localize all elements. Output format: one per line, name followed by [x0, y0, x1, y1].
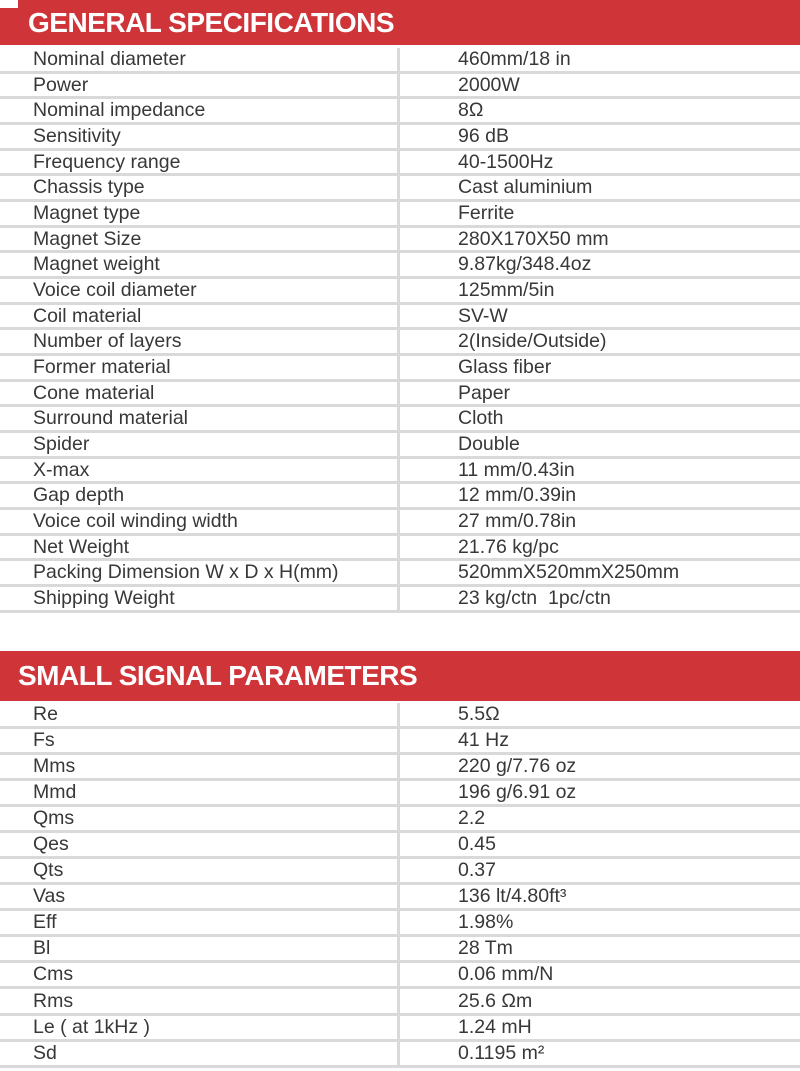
- table-row: [0, 279, 800, 305]
- spec-label: Gap depth: [33, 484, 125, 507]
- table-row: [0, 356, 800, 382]
- spec-label: Magnet type: [33, 201, 141, 224]
- table-row: [0, 99, 800, 125]
- spec-label: Cms: [33, 963, 74, 986]
- spec-label: Surround material: [33, 407, 188, 430]
- spec-value: Glass fiber: [458, 355, 552, 378]
- table-row: [0, 125, 800, 151]
- spec-label: Net Weight: [33, 535, 130, 558]
- spec-label: Number of layers: [33, 330, 182, 353]
- spec-value: Paper: [458, 381, 511, 404]
- spec-value: 9.87kg/348.4oz: [458, 253, 592, 276]
- spec-label: Vas: [33, 885, 66, 908]
- spec-value: 0.1195 m²: [458, 1041, 545, 1064]
- spec-value: 27 mm/0.78in: [458, 509, 577, 532]
- spec-value: 8Ω: [458, 99, 484, 122]
- spec-value: 520mmX520mmX250mm: [458, 561, 680, 584]
- column-divider: [397, 48, 400, 613]
- spec-label: Cone material: [33, 381, 155, 404]
- table-row: [0, 484, 800, 510]
- spec-label: Former material: [33, 355, 171, 378]
- spec-label: Magnet Size: [33, 227, 142, 250]
- table-row: [0, 911, 800, 937]
- table-row: [0, 781, 800, 807]
- spec-value: 21.76 kg/pc: [458, 535, 559, 558]
- spec-value: 2.2: [458, 807, 486, 830]
- spec-label: Qes: [33, 833, 69, 856]
- spec-value: 136 lt/4.80ft³: [458, 885, 567, 908]
- spec-label: Magnet weight: [33, 253, 160, 276]
- spec-value: 25.6 Ωm: [458, 989, 533, 1012]
- general-specifications-header-bar: [0, 0, 800, 45]
- spec-value: 41 Hz: [458, 728, 509, 751]
- spec-label: Sensitivity: [33, 124, 121, 147]
- spec-label: Nominal impedance: [33, 99, 206, 122]
- spec-value: 196 g/6.91 oz: [458, 781, 577, 803]
- spec-value: 1.98%: [458, 911, 514, 934]
- table-row: [0, 48, 800, 74]
- spec-value: Ferrite: [458, 201, 515, 224]
- spec-value: 1.24 mH: [458, 1015, 532, 1038]
- table-row: [0, 382, 800, 408]
- spec-label: Sd: [33, 1041, 57, 1064]
- spec-label: Bl: [33, 937, 51, 960]
- table-row: [0, 989, 800, 1015]
- spec-label: Frequency range: [33, 150, 181, 173]
- table-row: [0, 459, 800, 485]
- table-row: [0, 253, 800, 279]
- spec-value: 28 Tm: [458, 937, 513, 960]
- spec-value: 96 dB: [458, 124, 509, 147]
- spec-value: 11 mm/0.43in: [458, 458, 575, 481]
- spec-value: 0.45: [458, 833, 496, 856]
- spec-value: SV-W: [458, 304, 508, 327]
- spec-value: 0.37: [458, 859, 496, 882]
- spec-label: Voice coil winding width: [33, 509, 238, 532]
- spec-label: Voice coil diameter: [33, 278, 197, 301]
- table-row: [0, 587, 800, 613]
- column-divider: [397, 703, 400, 1068]
- spec-value: 40-1500Hz: [458, 150, 554, 173]
- spec-label: Re: [33, 702, 58, 725]
- table-row: [0, 963, 800, 989]
- spec-label: Shipping Weight: [33, 586, 175, 609]
- general-specifications-title: GENERAL SPECIFICATIONS: [28, 6, 395, 38]
- table-row: [0, 1016, 800, 1042]
- table-row: [0, 1042, 800, 1068]
- table-row: [0, 833, 800, 859]
- spec-label: Power: [33, 73, 89, 96]
- spec-value: 220 g/7.76 oz: [458, 754, 577, 777]
- table-row: [0, 755, 800, 781]
- spec-label: Spider: [33, 432, 90, 455]
- spec-label: Mmd: [33, 781, 77, 803]
- spec-value: Double: [458, 432, 520, 455]
- spec-value: 280X170X50 mm: [458, 227, 609, 250]
- spec-value: 5.5Ω: [458, 702, 500, 725]
- spec-label: X-max: [33, 458, 90, 481]
- table-row: [0, 937, 800, 963]
- small-signal-parameters-title: SMALL SIGNAL PARAMETERS: [18, 659, 418, 691]
- table-row: [0, 703, 800, 729]
- spec-value: 23 kg/ctn 1pc/ctn: [458, 586, 611, 609]
- spec-value: Cast aluminium: [458, 176, 593, 199]
- spec-value: 2(Inside/Outside): [458, 330, 607, 353]
- table-row: [0, 202, 800, 228]
- table-row: [0, 228, 800, 254]
- spec-label: Le ( at 1kHz ): [33, 1015, 151, 1038]
- spec-label: Qms: [33, 807, 75, 830]
- table-row: [0, 807, 800, 833]
- spec-label: Chassis type: [33, 176, 145, 199]
- table-row: [0, 561, 800, 587]
- spec-label: Packing Dimension W x D x H(mm): [33, 561, 339, 584]
- spec-label: Rms: [33, 989, 74, 1012]
- table-row: [0, 859, 800, 885]
- spec-value: 125mm/5in: [458, 278, 555, 301]
- corner-notch: [0, 0, 18, 8]
- spec-value: 2000W: [458, 73, 520, 96]
- spec-label: Eff: [33, 911, 57, 934]
- table-row: [0, 74, 800, 100]
- table-row: [0, 305, 800, 331]
- table-row: [0, 885, 800, 911]
- table-row: [0, 151, 800, 177]
- table-row: [0, 729, 800, 755]
- table-row: [0, 407, 800, 433]
- spec-label: Qts: [33, 859, 64, 882]
- spec-value: 12 mm/0.39in: [458, 484, 577, 507]
- table-row: [0, 433, 800, 459]
- spec-value: 0.06 mm/N: [458, 963, 554, 986]
- spec-label: Nominal diameter: [33, 47, 186, 70]
- spec-value: Cloth: [458, 407, 504, 430]
- general-specifications-table: [0, 48, 800, 613]
- small-signal-parameters-header-bar: [0, 651, 800, 701]
- small-signal-parameters-table: [0, 703, 800, 1068]
- spec-value: 460mm/18 in: [458, 47, 571, 70]
- table-row: [0, 510, 800, 536]
- spec-label: Mms: [33, 754, 76, 777]
- table-row: [0, 330, 800, 356]
- spec-label: Coil material: [33, 304, 142, 327]
- spec-label: Fs: [33, 728, 55, 751]
- table-row: [0, 536, 800, 562]
- table-row: [0, 176, 800, 202]
